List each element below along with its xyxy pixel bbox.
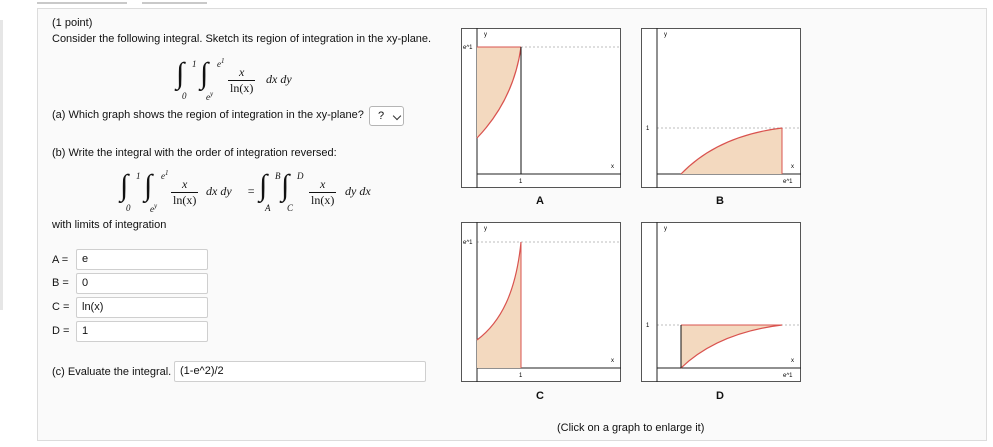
- limit-a-input[interactable]: e: [76, 249, 208, 270]
- graph-a[interactable]: [461, 28, 621, 188]
- part-c-prompt: (c) Evaluate the integral.: [52, 366, 172, 378]
- axis-label-e1: e^1: [783, 373, 793, 379]
- lhs-outer-upper: 1: [136, 171, 141, 181]
- chevron-down-icon: [393, 112, 401, 120]
- graph-c[interactable]: [461, 222, 621, 382]
- axis-label-one: 1: [519, 179, 523, 185]
- axis-label-y: y: [664, 226, 667, 232]
- rhs-outer-upper: B: [275, 171, 281, 181]
- graph-answer-select[interactable]: [369, 106, 404, 126]
- lhs-inner-lower: $e^y$: [150, 202, 158, 214]
- question-text: Consider the following integral. Sketch its region of integration in the xy-plane.: [52, 33, 432, 45]
- axis-label-x: x: [791, 164, 794, 170]
- lhs-fraction: $\frac{x}{\ln(x)}$: [173, 177, 197, 207]
- graph-d-label: D: [716, 390, 724, 402]
- integral-differentials: dx dy: [266, 72, 292, 86]
- axis-label-y: y: [664, 32, 667, 38]
- outer-lower-limit: 0: [182, 91, 187, 101]
- axis-label-one: 1: [646, 126, 650, 132]
- graph-d[interactable]: [641, 222, 801, 382]
- axis-label-x: x: [611, 164, 614, 170]
- lhs-differentials: dx dy: [206, 184, 232, 198]
- points-label: (1 point): [52, 17, 93, 29]
- evaluate-answer-input[interactable]: (1-e^2)/2: [174, 361, 426, 382]
- rhs-outer-lower: A: [265, 203, 271, 213]
- rhs-inner-upper: D: [297, 171, 304, 181]
- axis-label-one: 1: [519, 373, 523, 379]
- limit-b-input[interactable]: 0: [76, 273, 208, 294]
- equals-sign: =: [247, 184, 256, 198]
- axis-label-y: y: [484, 32, 487, 38]
- graph-c-label: C: [536, 390, 544, 402]
- part-b-prompt: (b) Write the integral with the order of integration reversed:: [52, 147, 337, 159]
- problem-panel: (1 point) Consider the following integral. Sketch its region of integration in the xy-plane. ∫ 1 0 ∫ $e^1$ $e^y$ $\frac{x}{\ln(x)}$ dx dy (a) Which graph shows the region of integration in the xy-plane? ? (b) Write the integral with the order of integration reversed: ∫ 1 0 ∫ $e^1$ $e^y$ $\frac{x}{\ln(x)}$ dx dy = ∫ B A ∫ D C $\frac{x}{\ln(x)}$ dy dx with limits of integration A = e B = 0 C = ln(x) D = 1 (c) Evaluate the integral. (1-e^2)/2 y e^1 x 1 A y 1 x e^1 B y e^1 x 1 C y 1 x e^1 D (Click on a graph to enlarge it): [37, 8, 987, 441]
- axis-label-e1: e^1: [783, 179, 793, 185]
- axis-label-x: x: [611, 358, 614, 364]
- lhs-inner-upper: $e^1$: [161, 169, 169, 181]
- graph-b-label: B: [716, 195, 724, 207]
- inner-upper-limit: $e^1$: [217, 57, 225, 69]
- inner-lower-limit: $e^y$: [206, 90, 214, 102]
- axis-label-e1: e^1: [463, 240, 473, 246]
- lhs-outer-lower: 0: [126, 203, 131, 213]
- axis-label-y: y: [484, 226, 487, 232]
- rhs-fraction: $\frac{x}{\ln(x)}$: [311, 177, 335, 207]
- graph-a-label: A: [536, 195, 544, 207]
- axis-label-e1: e^1: [463, 45, 473, 51]
- limit-c-input[interactable]: ln(x): [76, 297, 208, 318]
- axis-label-x: x: [791, 358, 794, 364]
- limit-d-input[interactable]: 1: [76, 321, 208, 342]
- select-value: ?: [378, 110, 385, 122]
- integrand-fraction: $\frac{x}{\ln(x)}$: [230, 65, 254, 95]
- rhs-differentials: dy dx: [345, 184, 371, 198]
- enlarge-hint: (Click on a graph to enlarge it): [557, 422, 705, 434]
- label-d: D =: [52, 325, 70, 337]
- label-a: A =: [52, 254, 69, 266]
- top-divider: [37, 0, 993, 6]
- rhs-inner-lower: C: [287, 203, 294, 213]
- graph-b[interactable]: [641, 28, 801, 188]
- axis-label-one: 1: [646, 323, 650, 329]
- outer-upper-limit: 1: [192, 59, 197, 69]
- left-scroll-edge: [0, 20, 3, 310]
- part-a-prompt: (a) Which graph shows the region of integration in the xy-plane?: [52, 109, 364, 121]
- label-c: C =: [52, 301, 70, 313]
- limits-caption: with limits of integration: [52, 219, 167, 231]
- label-b: B =: [52, 277, 69, 289]
